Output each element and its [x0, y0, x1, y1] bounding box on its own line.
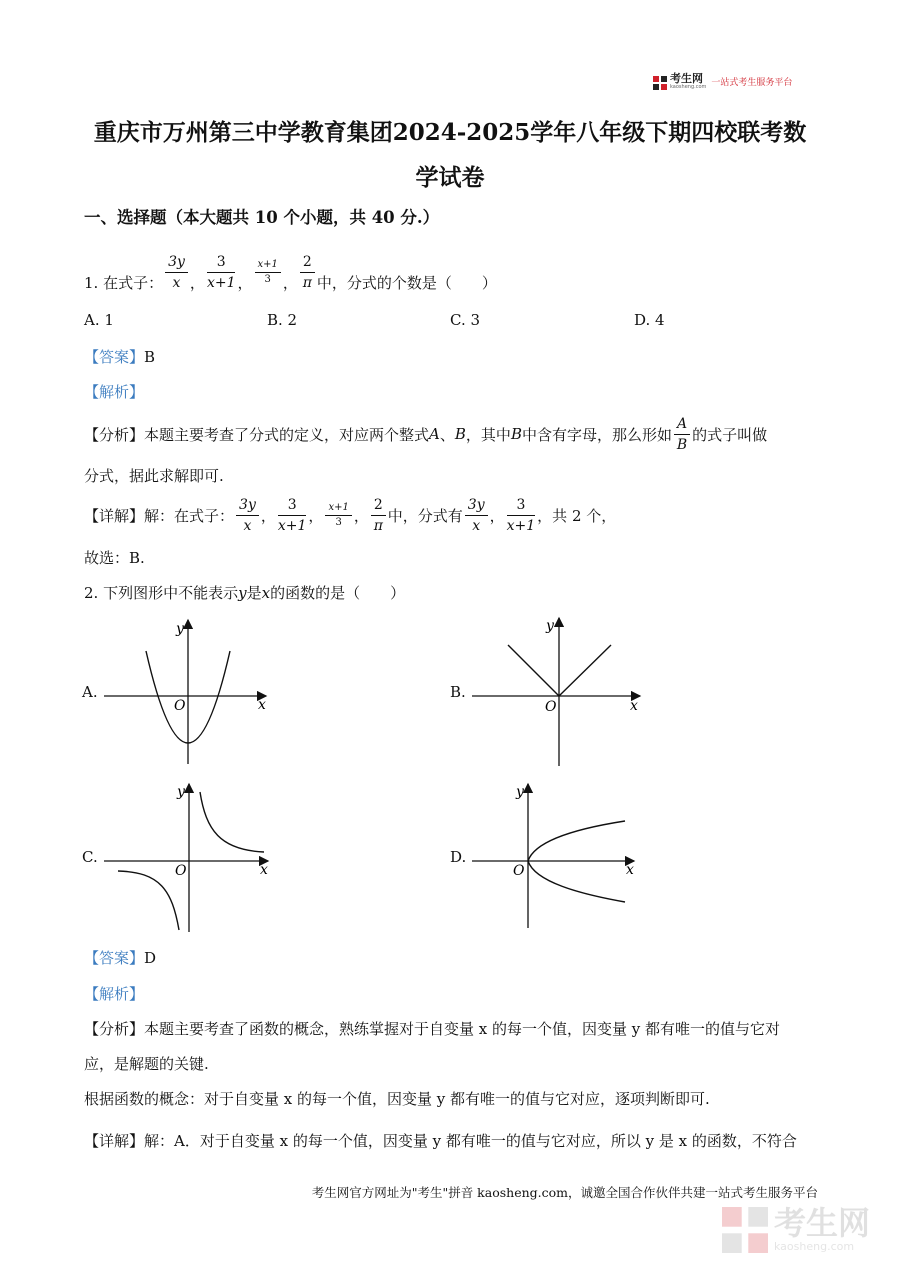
- q1-suffix: 中，分式的个数是（ ）: [316, 273, 497, 292]
- q1-fraction-2: $\frac{3}{x+1}$: [206, 253, 236, 291]
- graph-c-origin: O: [175, 863, 187, 879]
- graph-d-x-label: x: [626, 862, 634, 878]
- q1-conclusion: 故选：B.: [84, 549, 145, 567]
- graph-b-origin: O: [545, 699, 557, 715]
- graph-a: [104, 620, 266, 764]
- q1-jiexi: 【解析】: [84, 383, 145, 401]
- page-title-line1: 重庆市万州第三中学教育集团2024-2025学年八年级下期四校联考数: [93, 119, 807, 146]
- q2-analysis-line2: 应，是解题的关键.: [84, 1055, 209, 1073]
- q2-jiexi: 【解析】: [84, 985, 145, 1003]
- graph-d-origin: O: [513, 863, 525, 879]
- graph-c-upper-branch: [200, 792, 264, 852]
- detail-fraction-2: $\frac{3}{x+1}$: [277, 496, 307, 534]
- graph-d: [472, 784, 634, 928]
- header-url: kaosheng.com: [670, 84, 707, 90]
- detail-fraction-6: $\frac{3}{x+1}$: [506, 496, 536, 534]
- watermark-brand: 考生网: [774, 1204, 871, 1242]
- q1-fraction-1: $\frac{3y}{x}$: [165, 252, 188, 293]
- detail-fraction-4: $\frac{2}{\pi}$: [371, 495, 386, 536]
- q1-option-b: B. 2: [267, 311, 298, 329]
- graph-c-lower-branch: [118, 871, 179, 930]
- graph-c-label: C.: [82, 848, 98, 866]
- graph-a-origin: O: [174, 698, 186, 714]
- q1-fraction-3: $\frac{x+1}{3}$: [255, 258, 281, 287]
- page-title-line2: 学试卷: [415, 164, 485, 191]
- graph-b-x-label: x: [630, 698, 638, 714]
- graph-d-label: D.: [450, 848, 467, 866]
- graph-b-left-branch: [508, 645, 559, 696]
- q2-detail: 【详解】解：A．对于自变量 x 的每一个值，因变量 y 都有唯一的值与它对应，所以 y 是 x 的函数，不符合: [84, 1132, 797, 1150]
- detail-fraction-5: $\frac{3y}{x}$: [465, 495, 488, 536]
- graph-c-y-label: y: [177, 784, 185, 800]
- header-brand: 考生网: [670, 72, 703, 85]
- graph-d-upper-branch: [528, 821, 625, 861]
- graph-b-right-branch: [559, 645, 611, 696]
- q1-option-c: C. 3: [450, 311, 481, 329]
- graph-d-lower-branch: [528, 861, 625, 902]
- section-heading: 一、选择题（本大题共 10 个小题，共 40 分.）: [84, 208, 440, 227]
- watermark-url: kaosheng.com: [774, 1240, 855, 1253]
- q1-detail: 【详解】 解：在式子： $\frac{3y}{x}$ ， $\frac{3}{x+1}$ ， $\frac{x+1}{3}$ ， $\frac{2}{\pi}$ 中，分式有 $\frac{3y}{x}$ ， $\frac{3}{x+1}$ ，共 2 个，: [84, 496, 617, 534]
- graph-c-x-label: x: [260, 862, 268, 878]
- analysis-fraction-ab: $\frac{A}{B}$: [674, 414, 690, 455]
- watermark: [722, 1206, 870, 1253]
- detail-fraction-1: $\frac{3y}{x}$: [236, 495, 259, 536]
- q1-fraction-4: $\frac{2}{\pi}$: [300, 252, 315, 293]
- q1-option-a: A. 1: [84, 311, 114, 329]
- q2-analysis: 【分析】本题主要考查了函数的概念，熟练掌握对于自变量 x 的每一个值，因变量 y 都有唯一的值与它对: [84, 1020, 781, 1038]
- q1-prefix: 1. 在式子：: [84, 273, 164, 292]
- graph-a-y-label: y: [176, 621, 184, 637]
- graph-b-label: B.: [450, 683, 466, 701]
- graph-d-y-label: y: [516, 784, 524, 800]
- q1-answer: 【答案】B: [84, 348, 156, 366]
- q1-stem: 1. 在式子： $\frac{3y}{x}$ ， $\frac{3}{x+1}$ ， $\frac{x+1}{3}$ ， $\frac{2}{\pi}$ 中，分式的个数是（ ）: [84, 253, 497, 292]
- graph-a-x-label: x: [258, 697, 266, 713]
- q1-analysis-line2: 分式，据此求解即可.: [84, 467, 224, 485]
- q2-line3: 根据函数的概念：对于自变量 x 的每一个值，因变量 y 都有唯一的值与它对应，逐项判断即可.: [84, 1090, 710, 1108]
- header-slogan: 一站式考生服务平台: [711, 78, 793, 88]
- q2-stem: 2. 下列图形中不能表示y是x的函数的是（ ）: [84, 584, 406, 602]
- q1-analysis: 【分析】 本题主要考查了分式的定义，对应两个整式 A 、 B ，其中 B 中含有字母，那么形如 $\frac{A}{B}$ 的式子叫做: [84, 415, 768, 453]
- graph-b-y-label: y: [546, 618, 554, 634]
- watermark-logo-icon: [722, 1207, 768, 1253]
- graph-c: [104, 784, 268, 932]
- page-footer: 考生网官方网址为"考生"拼音 kaosheng.com，诚邀全国合作伙伴共建一站式考生服务平台: [311, 1185, 818, 1200]
- q2-answer: 【答案】D: [84, 949, 157, 967]
- graph-a-label: A.: [82, 683, 98, 701]
- graph-b: [472, 618, 640, 766]
- q1-option-d: D. 4: [634, 311, 665, 329]
- detail-fraction-3: $\frac{x+1}{3}$: [325, 501, 351, 530]
